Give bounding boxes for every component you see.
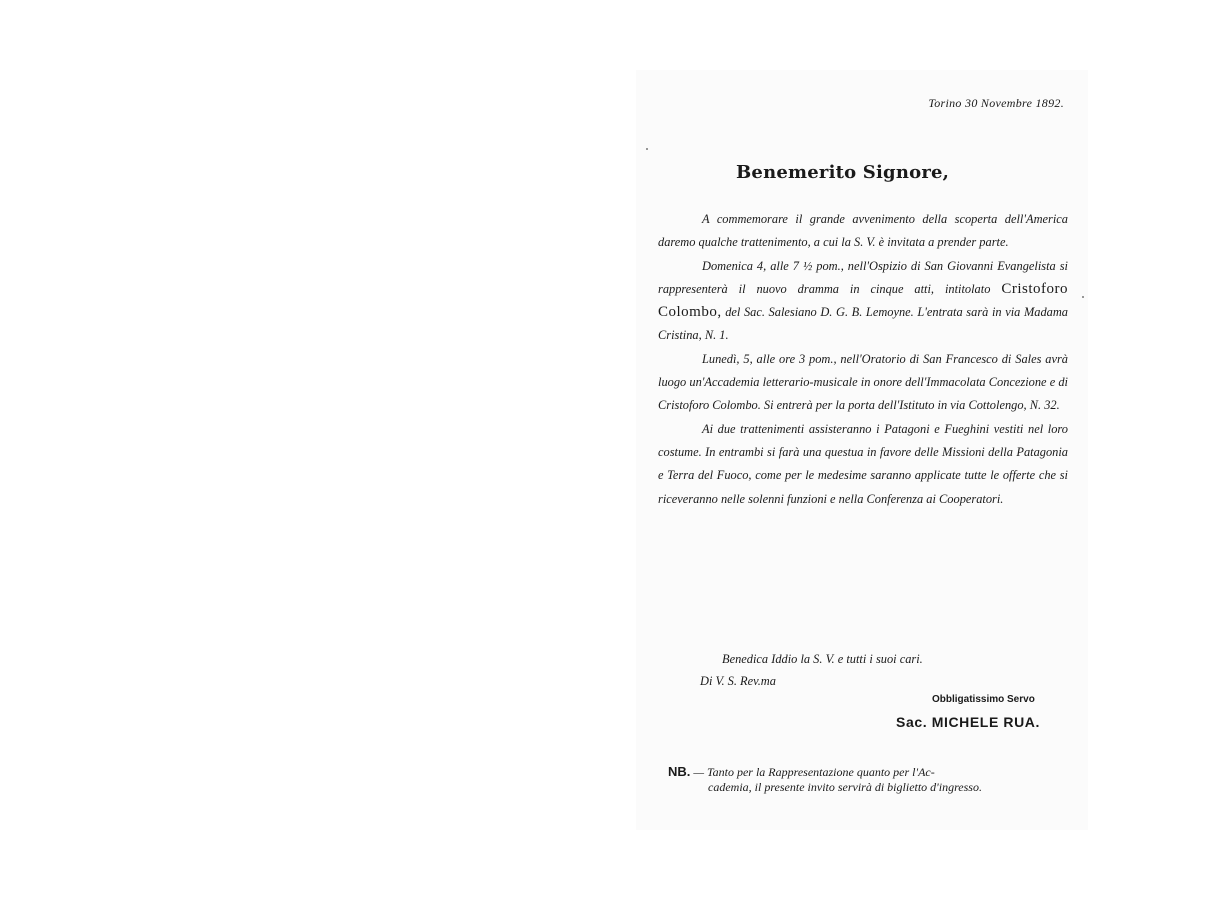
servant-label: Obbligatissimo Servo [932,694,1035,705]
paragraph-2-before-title: Domenica 4, alle 7 ½ pom., nell'Ospizio di San Giovanni Evangelista si rappresenterà il nuovo dramma in cinque atti, intitolato [658,258,1068,296]
paragraph-2 [658,255,1068,348]
drama-title: Cristoforo Colombo, [658,280,1068,321]
paragraph-2-after-title: del Sac. Salesiano D. G. B. Lemoyne. L'entrata sarà in via Madama Cristina, N. 1. [658,305,1068,343]
nb-line-2: cademia, il presente invito servirà di biglietto d'ingresso. [708,780,982,794]
salutation: Benemerito Signore, [736,162,950,183]
paragraph-4: Ai due trattenimenti assisteranno i Patagoni e Fueghini vestiti nel loro costume. In entrambi si farà una questua in favore delle Missioni della Patagonia e Terra del Fuoco, come per le medesime saranno applicate tutte le offerte che si riceveranno nelle solenni funzioni e nella Conferenza ai Cooperatori. [658,421,1068,506]
letter-date: Torino 30 Novembre 1892. [928,96,1064,110]
closing-block [696,648,923,692]
paragraph-3: Lunedì, 5, alle ore 3 pom., nell'Oratorio di San Francesco di Sales avrà luogo un'Accademia letterario-musicale in onore dell'Immacolata Concezione e di Cristoforo Colombo. Si entrerà per la porta dell'Istituto in via Cottolengo, N. 32. [658,351,1068,413]
closing-line: Di V. S. Rev.ma [700,674,776,688]
nota-bene [668,764,1064,795]
signature: Sac. MICHELE RUA. [896,714,1040,730]
letter-page [636,70,1088,830]
blessing-line: Benedica Iddio la S. V. e tutti i suoi cari. [722,652,923,666]
scan-speck [1082,296,1084,298]
scan-speck [646,148,648,150]
nb-label: NB. [668,764,691,779]
paragraph-1: A commemorare il grande avvenimento della scoperta dell'America daremo qualche trattenimento, a cui la S. V. è invitata a prender parte. [658,212,1068,250]
nb-line-1: — Tanto per la Rappresentazione quanto per l'Ac- [693,765,935,779]
letter-body [658,208,1068,511]
